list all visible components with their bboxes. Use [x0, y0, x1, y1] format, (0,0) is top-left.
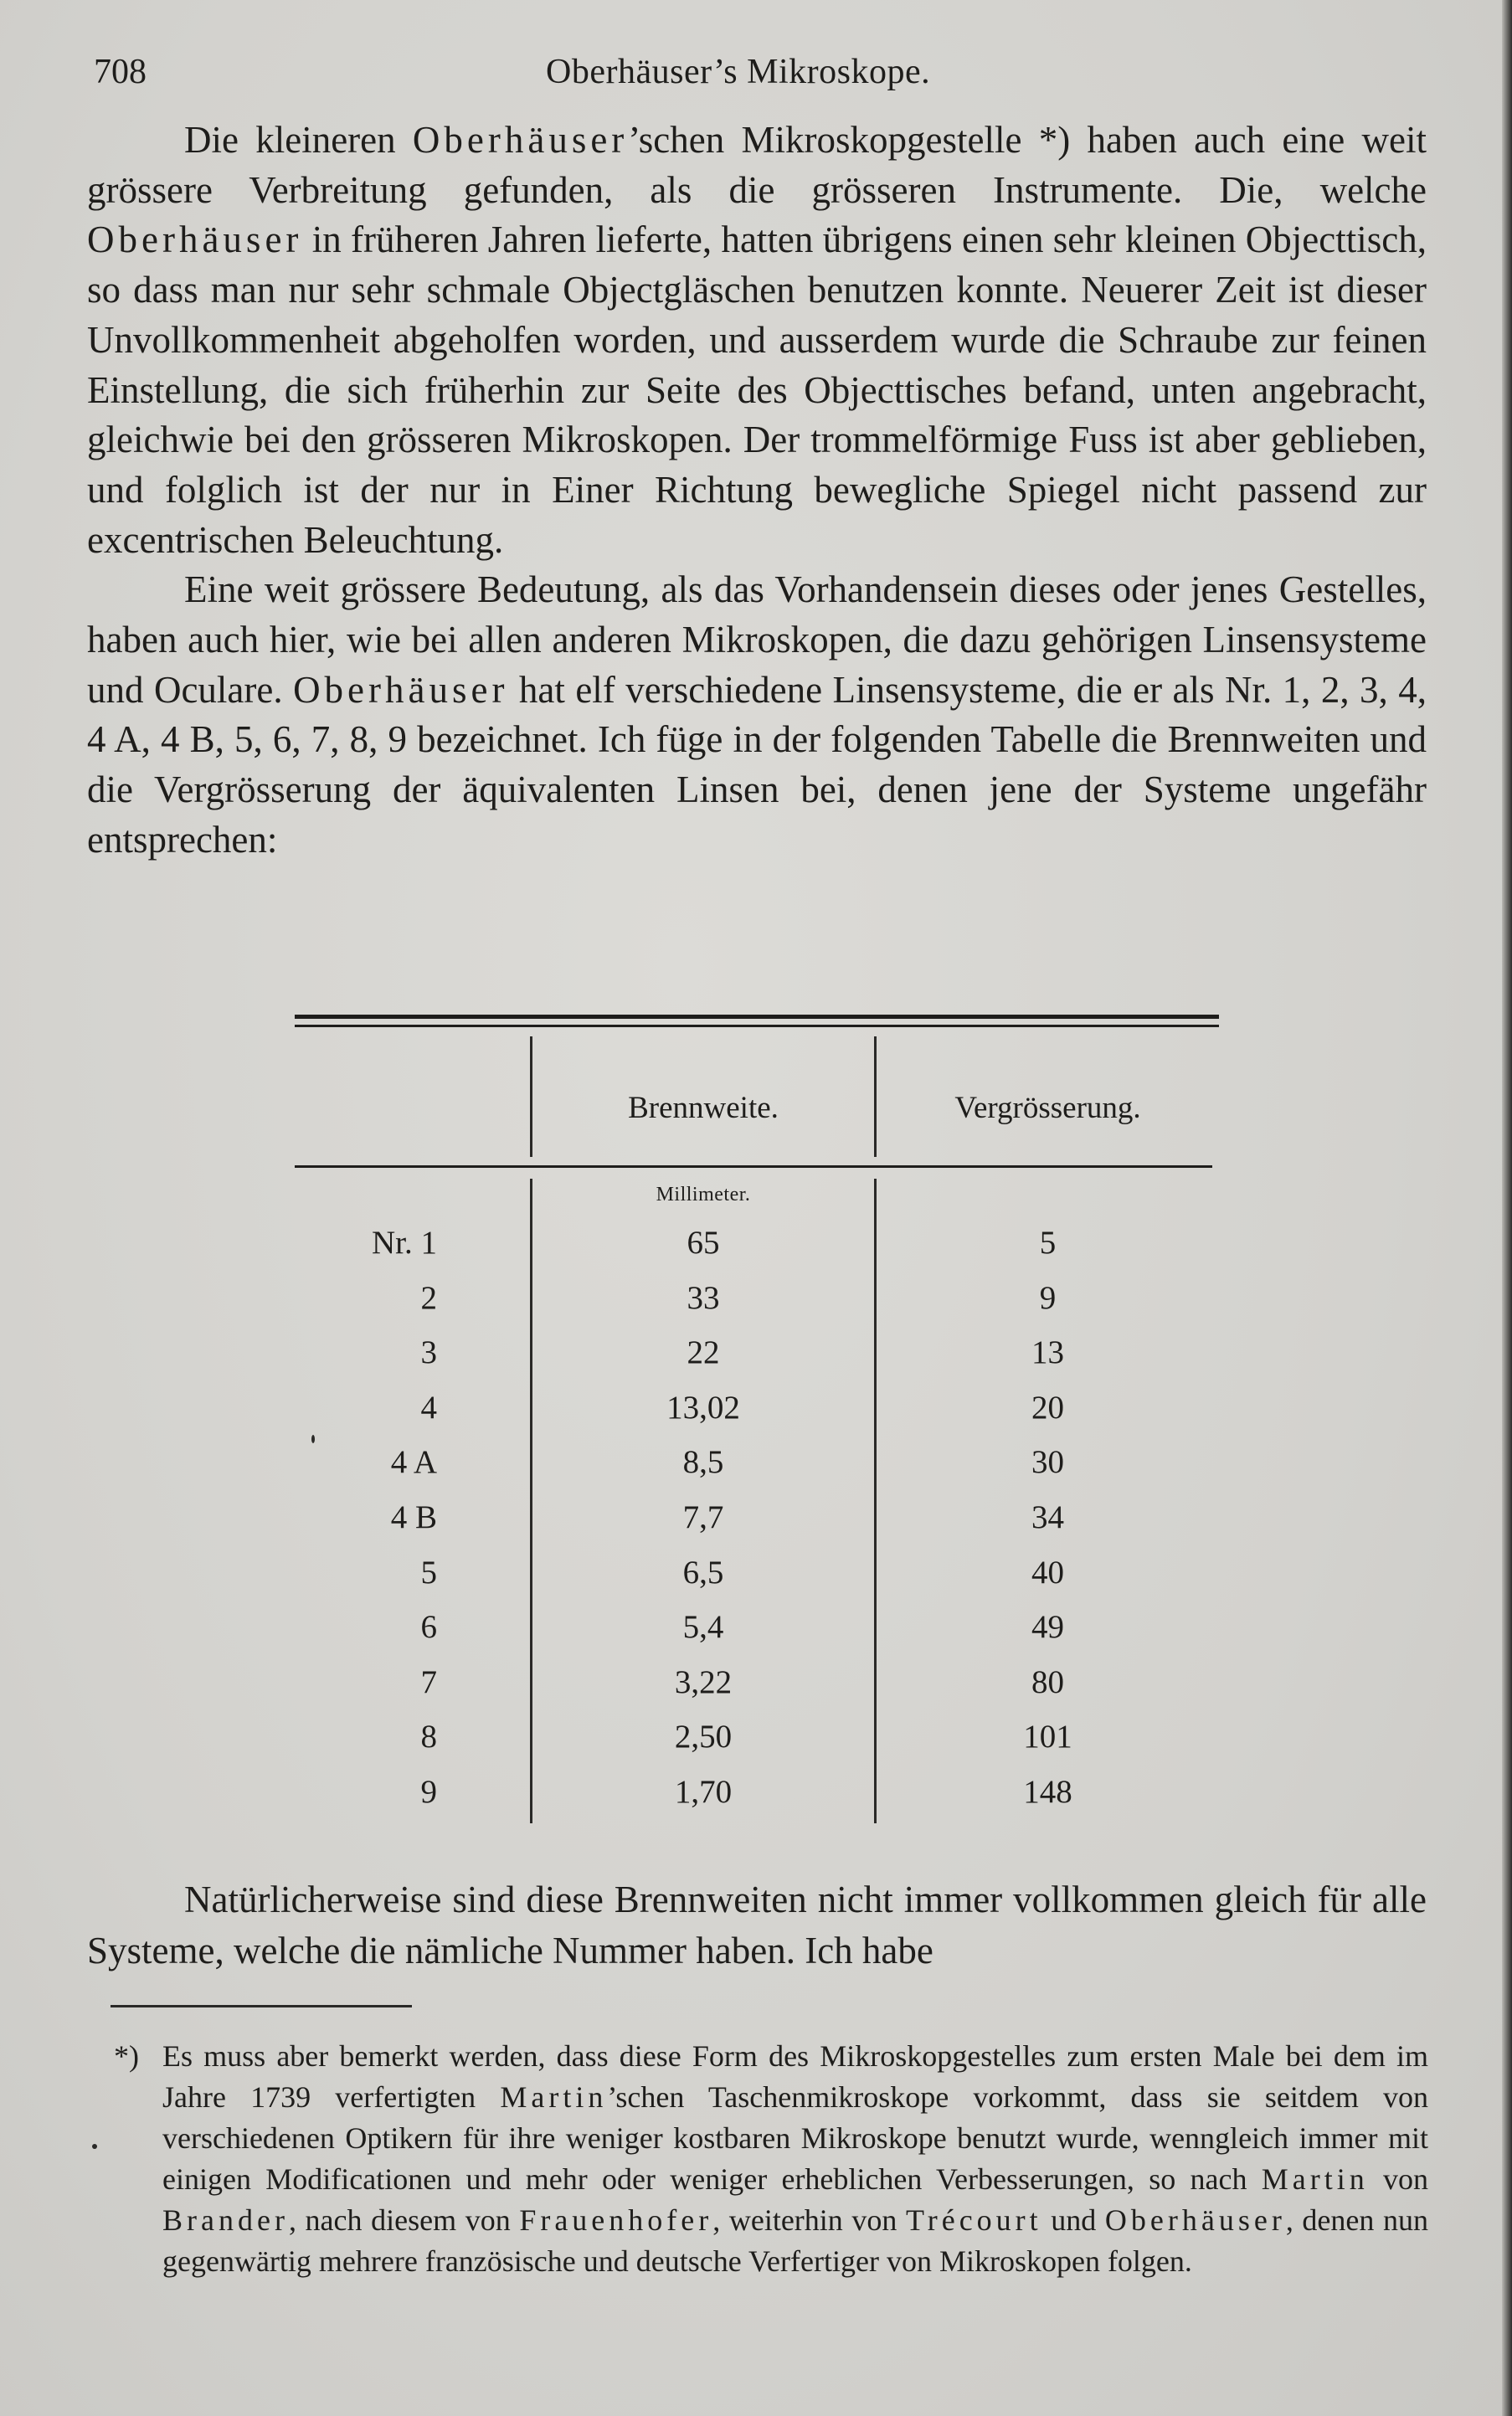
footnote-text-part: , denen nun gegenwärtig mehrere französische und deutsche Verfertiger von Mikroskopen folgen. [162, 2203, 1428, 2278]
magnification-value: 49 [1031, 1609, 1064, 1646]
footnote [114, 2036, 1428, 2282]
footnote-text-part: von [1368, 2162, 1428, 2196]
magnification-value: 80 [1031, 1663, 1064, 1700]
table-row [295, 1709, 1219, 1765]
table-row [295, 1216, 1219, 1271]
focal-length-value: 5,4 [682, 1609, 724, 1646]
paragraph-2 [87, 565, 1427, 865]
focal-length-value: 22 [687, 1334, 720, 1371]
person-name: Brander [162, 2203, 289, 2237]
person-name: Trécourt [906, 2203, 1042, 2237]
system-number: 2 [420, 1279, 437, 1316]
focal-length-value: 13,02 [666, 1389, 740, 1426]
footnote-text [162, 2036, 1428, 2282]
footnote-text-part: , nach diesem von [288, 2203, 520, 2237]
column-header-brennweite: Brennweite. [628, 1091, 779, 1125]
table-row [295, 1435, 1219, 1490]
footnote-text-part: und [1041, 2203, 1105, 2237]
paragraph-1 [87, 116, 1427, 565]
table-body [295, 1216, 1219, 1820]
focal-length-value: 33 [687, 1279, 720, 1316]
paragraph-1-text-a: Die kleineren [184, 119, 413, 161]
system-number: 4 B [390, 1498, 437, 1535]
footnote-text-part: Es muss aber bemerkt werden, dass diese Form des Mikroskopgestelles zum ersten Male bei dem im Jahre 1739 verfertigten [162, 2039, 1428, 2114]
page-header [94, 52, 1433, 94]
focal-length-value: 1,70 [674, 1773, 733, 1810]
column-header-vergroesserung: Vergrösserung. [954, 1091, 1141, 1125]
person-name: Martin [1261, 2162, 1369, 2196]
magnification-value: 9 [1039, 1279, 1057, 1316]
table-top-rule [295, 1015, 1219, 1019]
table-row [295, 1655, 1219, 1710]
footnote-text-part: ’schen Taschenmikroskope vorkommt, dass sie seitdem von verschiedenen Optikern für ihre weniger kostbaren Mikroskope benutzt wurde, wenngleich immer mit einigen Modificationen und mehr oder weniger erheblichen Verbesserungen, so nach [162, 2080, 1428, 2196]
focal-length-table [295, 1015, 1219, 1835]
system-number: 7 [420, 1663, 437, 1700]
paragraph-2-text-a: Eine weit grössere Bedeutung, als das Vorhandensein dieses oder jenes Gestelles, haben auch hier, wie bei allen anderen Mikroskopen, die dazu gehörigen Linsensysteme und Oculare. [87, 568, 1427, 711]
table-row [295, 1765, 1219, 1820]
table-row [295, 1545, 1219, 1601]
magnification-value: 101 [1023, 1719, 1072, 1755]
magnification-value: 34 [1031, 1498, 1064, 1535]
focal-length-value: 8,5 [682, 1444, 724, 1481]
person-name-oberhaeuser: Oberhäuser [87, 218, 303, 261]
magnification-value: 20 [1031, 1389, 1064, 1426]
footnote-text-part: , weiterhin von [712, 2203, 907, 2237]
magnification-value: 30 [1031, 1444, 1064, 1481]
table-row [295, 1600, 1219, 1655]
system-number: Nr. 1 [372, 1225, 437, 1261]
person-name: Oberhäuser [1104, 2203, 1286, 2237]
page-edge-shadow [1502, 0, 1512, 2416]
table-row [295, 1380, 1219, 1436]
system-number: 5 [420, 1554, 437, 1591]
table-row [295, 1325, 1219, 1380]
continuation-paragraph [87, 1874, 1427, 1976]
table-row [295, 1490, 1219, 1545]
focal-length-value: 6,5 [682, 1554, 724, 1591]
system-number: 4 [420, 1389, 437, 1426]
system-number: 8 [420, 1719, 437, 1755]
person-name: Martin [500, 2080, 608, 2114]
focal-length-value: 65 [687, 1225, 720, 1261]
print-speck [311, 1435, 315, 1443]
page-number: 708 [94, 53, 147, 91]
magnification-value: 148 [1023, 1773, 1072, 1810]
paragraph-3: Natürlicherweise sind diese Brennweiten nicht immer vollkommen gleich für alle Systeme, welche die nämliche Nummer haben. Ich habe [87, 1879, 1427, 1971]
person-name-oberhaeuser: Oberhäuser [293, 668, 509, 711]
table-header-rule [295, 1165, 1212, 1168]
body-text [87, 116, 1427, 866]
table-row [295, 1271, 1219, 1326]
print-speck [92, 2144, 97, 2149]
focal-length-value: 7,7 [682, 1498, 724, 1535]
unit-label: Millimeter. [656, 1184, 751, 1205]
footnote-marker: *) [114, 2039, 139, 2073]
person-name-oberhaeuser: Oberhäuser [412, 119, 629, 161]
paragraph-2-text-b: hat elf verschiedene Linsensysteme, die er als Nr. 1, 2, 3, 4, 4 A, 4 B, 5, 6, 7, 8, 9 bezeichnet. Ich füge in der folgenden Tabelle die Brennweiten und die Vergrösserung der äquivalenten Linsen bei, denen jene der Systeme ungefähr entsprechen: [87, 668, 1427, 861]
system-number: 4 A [390, 1444, 437, 1481]
magnification-value: 13 [1031, 1334, 1064, 1371]
focal-length-value: 3,22 [674, 1663, 733, 1700]
running-title: Oberhäuser’s Mikroskope. [546, 53, 931, 91]
magnification-value: 40 [1031, 1554, 1064, 1591]
magnification-value: 5 [1039, 1225, 1057, 1261]
person-name: Frauenhofer [519, 2203, 713, 2237]
focal-length-value: 2,50 [674, 1719, 733, 1755]
footnote-rule [111, 2005, 412, 2007]
system-number: 6 [420, 1609, 437, 1646]
paragraph-1-text-b: ’schen Mikroskopgestelle *) haben auch eine weit grössere Verbreitung gefunden, als die grösseren Instrumente. Die, welche [87, 119, 1427, 211]
system-number: 9 [420, 1773, 437, 1810]
table-top-rule-thin [295, 1025, 1219, 1027]
system-number: 3 [420, 1334, 437, 1371]
paragraph-1-text-c: in früheren Jahren lieferte, hatten übrigens einen sehr kleinen Objecttisch, so dass man nur sehr schmale Objectgläschen benutzen konnte. Neuerer Zeit ist dieser Unvollkommenheit abgeholfen worden, und ausserdem wurde die Schraube zur feinen Einstellung, die sich früherhin zur Seite des Objecttisches befand, unten angebracht, gleichwie bei den grösseren Mikroskopen. Der trommelförmige Fuss ist aber geblieben, und folglich ist der nur in Einer Richtung bewegliche Spiegel nicht passend zur excentrischen Beleuchtung. [87, 218, 1427, 561]
